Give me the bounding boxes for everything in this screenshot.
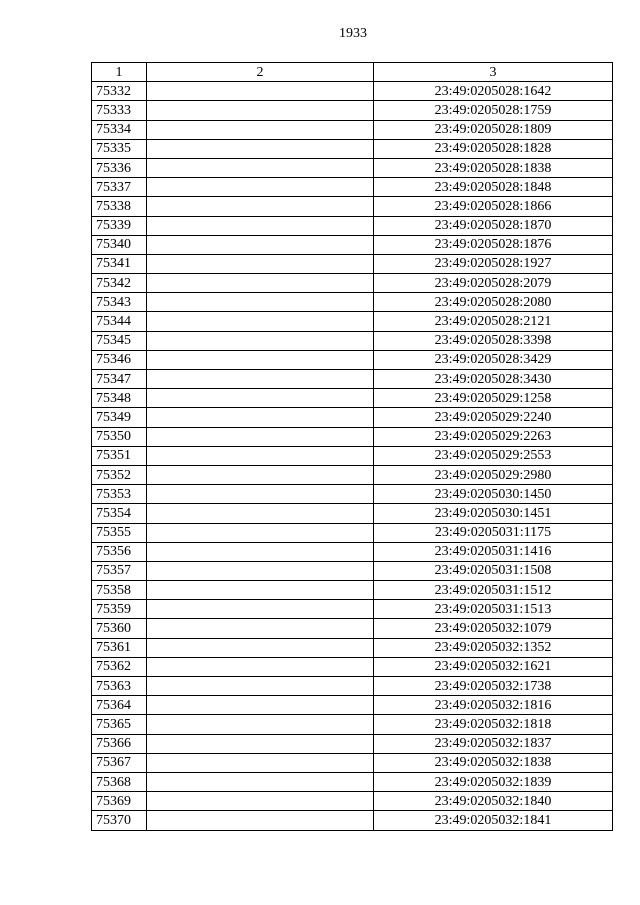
row-number-cell: 75340 [92, 235, 147, 254]
table-row [92, 158, 613, 177]
table-row [92, 197, 613, 216]
cadastral-number-cell: 23:49:0205028:1927 [374, 254, 613, 273]
cadastral-number-cell: 23:49:0205029:2980 [374, 465, 613, 484]
description-cell [147, 734, 374, 753]
row-number-cell: 75351 [92, 446, 147, 465]
description-cell [147, 504, 374, 523]
cadastral-number-cell: 23:49:0205029:2263 [374, 427, 613, 446]
table-row [92, 581, 613, 600]
cadastral-number-cell: 23:49:0205028:2080 [374, 293, 613, 312]
row-number-cell: 75358 [92, 581, 147, 600]
table-row [92, 408, 613, 427]
table-row [92, 120, 613, 139]
cadastral-number-cell: 23:49:0205032:1079 [374, 619, 613, 638]
registry-table [91, 62, 613, 831]
row-number-cell: 75355 [92, 523, 147, 542]
row-number-cell: 75356 [92, 542, 147, 561]
description-cell [147, 120, 374, 139]
cadastral-number-cell: 23:49:0205032:1621 [374, 657, 613, 676]
cadastral-number-cell: 23:49:0205029:2553 [374, 446, 613, 465]
cadastral-number-cell: 23:49:0205032:1837 [374, 734, 613, 753]
row-number-cell: 75338 [92, 197, 147, 216]
column-header-3: 3 [374, 63, 613, 82]
row-number-cell: 75360 [92, 619, 147, 638]
row-number-cell: 75334 [92, 120, 147, 139]
cadastral-number-cell: 23:49:0205028:2121 [374, 312, 613, 331]
table-row [92, 101, 613, 120]
table-row [92, 542, 613, 561]
row-number-cell: 75361 [92, 638, 147, 657]
table-row [92, 792, 613, 811]
cadastral-number-cell: 23:49:0205028:1866 [374, 197, 613, 216]
row-number-cell: 75344 [92, 312, 147, 331]
description-cell [147, 197, 374, 216]
table-row [92, 389, 613, 408]
table-row [92, 235, 613, 254]
table-row [92, 82, 613, 101]
row-number-cell: 75362 [92, 657, 147, 676]
description-cell [147, 715, 374, 734]
cadastral-number-cell: 23:49:0205028:1642 [374, 82, 613, 101]
description-cell [147, 101, 374, 120]
cadastral-number-cell: 23:49:0205030:1450 [374, 485, 613, 504]
description-cell [147, 389, 374, 408]
description-cell [147, 82, 374, 101]
cadastral-number-cell: 23:49:0205028:1870 [374, 216, 613, 235]
row-number-cell: 75343 [92, 293, 147, 312]
row-number-cell: 75370 [92, 811, 147, 830]
cadastral-number-cell: 23:49:0205031:1175 [374, 523, 613, 542]
cadastral-number-cell: 23:49:0205028:1876 [374, 235, 613, 254]
row-number-cell: 75369 [92, 792, 147, 811]
table-row [92, 600, 613, 619]
row-number-cell: 75357 [92, 561, 147, 580]
row-number-cell: 75337 [92, 178, 147, 197]
cadastral-number-cell: 23:49:0205031:1508 [374, 561, 613, 580]
table-row [92, 753, 613, 772]
description-cell [147, 600, 374, 619]
table-row [92, 139, 613, 158]
table-row [92, 523, 613, 542]
description-cell [147, 561, 374, 580]
cadastral-number-cell: 23:49:0205028:1848 [374, 178, 613, 197]
column-header-1: 1 [92, 63, 147, 82]
row-number-cell: 75346 [92, 350, 147, 369]
page-number: 1933 [339, 26, 367, 41]
description-cell [147, 677, 374, 696]
table-row [92, 350, 613, 369]
cadastral-number-cell: 23:49:0205028:3429 [374, 350, 613, 369]
cadastral-number-cell: 23:49:0205032:1840 [374, 792, 613, 811]
table-row [92, 274, 613, 293]
cadastral-number-cell: 23:49:0205028:1759 [374, 101, 613, 120]
table-row [92, 619, 613, 638]
cadastral-number-cell: 23:49:0205031:1512 [374, 581, 613, 600]
row-number-cell: 75335 [92, 139, 147, 158]
description-cell [147, 158, 374, 177]
cadastral-number-cell: 23:49:0205031:1416 [374, 542, 613, 561]
description-cell [147, 696, 374, 715]
table-row [92, 254, 613, 273]
cadastral-number-cell: 23:49:0205032:1816 [374, 696, 613, 715]
row-number-cell: 75366 [92, 734, 147, 753]
row-number-cell: 75333 [92, 101, 147, 120]
table-row [92, 638, 613, 657]
description-cell [147, 811, 374, 830]
description-cell [147, 254, 374, 273]
cadastral-number-cell: 23:49:0205030:1451 [374, 504, 613, 523]
cadastral-number-cell: 23:49:0205032:1841 [374, 811, 613, 830]
description-cell [147, 792, 374, 811]
description-cell [147, 446, 374, 465]
table-row [92, 178, 613, 197]
row-number-cell: 75353 [92, 485, 147, 504]
table-header [92, 63, 613, 82]
row-number-cell: 75341 [92, 254, 147, 273]
description-cell [147, 465, 374, 484]
row-number-cell: 75336 [92, 158, 147, 177]
table-row [92, 657, 613, 676]
row-number-cell: 75347 [92, 370, 147, 389]
description-cell [147, 581, 374, 600]
table-row [92, 465, 613, 484]
table-row [92, 504, 613, 523]
row-number-cell: 75363 [92, 677, 147, 696]
row-number-cell: 75345 [92, 331, 147, 350]
row-number-cell: 75365 [92, 715, 147, 734]
description-cell [147, 485, 374, 504]
description-cell [147, 427, 374, 446]
table-body [92, 82, 613, 830]
description-cell [147, 408, 374, 427]
cadastral-number-cell: 23:49:0205032:1352 [374, 638, 613, 657]
table-row [92, 772, 613, 791]
description-cell [147, 178, 374, 197]
description-cell [147, 216, 374, 235]
cadastral-number-cell: 23:49:0205028:1809 [374, 120, 613, 139]
cadastral-number-cell: 23:49:0205032:1839 [374, 772, 613, 791]
cadastral-number-cell: 23:49:0205032:1838 [374, 753, 613, 772]
table-row [92, 485, 613, 504]
row-number-cell: 75354 [92, 504, 147, 523]
description-cell [147, 370, 374, 389]
cadastral-number-cell: 23:49:0205029:1258 [374, 389, 613, 408]
row-number-cell: 75342 [92, 274, 147, 293]
table-row [92, 715, 613, 734]
description-cell [147, 350, 374, 369]
cadastral-number-cell: 23:49:0205028:1838 [374, 158, 613, 177]
cadastral-number-cell: 23:49:0205032:1818 [374, 715, 613, 734]
description-cell [147, 657, 374, 676]
cadastral-number-cell: 23:49:0205028:3430 [374, 370, 613, 389]
description-cell [147, 619, 374, 638]
description-cell [147, 235, 374, 254]
description-cell [147, 638, 374, 657]
description-cell [147, 274, 374, 293]
cadastral-number-cell: 23:49:0205029:2240 [374, 408, 613, 427]
table-row [92, 561, 613, 580]
row-number-cell: 75349 [92, 408, 147, 427]
description-cell [147, 331, 374, 350]
row-number-cell: 75332 [92, 82, 147, 101]
table-row [92, 677, 613, 696]
description-cell [147, 542, 374, 561]
row-number-cell: 75352 [92, 465, 147, 484]
table-row [92, 216, 613, 235]
table-row [92, 293, 613, 312]
table-row [92, 446, 613, 465]
description-cell [147, 523, 374, 542]
table-row [92, 811, 613, 830]
description-cell [147, 139, 374, 158]
cadastral-number-cell: 23:49:0205028:2079 [374, 274, 613, 293]
cadastral-number-cell: 23:49:0205032:1738 [374, 677, 613, 696]
table-row [92, 734, 613, 753]
column-header-2: 2 [147, 63, 374, 82]
table-row [92, 696, 613, 715]
row-number-cell: 75339 [92, 216, 147, 235]
row-number-cell: 75368 [92, 772, 147, 791]
cadastral-number-cell: 23:49:0205031:1513 [374, 600, 613, 619]
table-row [92, 312, 613, 331]
description-cell [147, 772, 374, 791]
row-number-cell: 75367 [92, 753, 147, 772]
description-cell [147, 293, 374, 312]
table-row [92, 331, 613, 350]
table-row [92, 427, 613, 446]
row-number-cell: 75348 [92, 389, 147, 408]
cadastral-number-cell: 23:49:0205028:3398 [374, 331, 613, 350]
row-number-cell: 75359 [92, 600, 147, 619]
table-row [92, 370, 613, 389]
description-cell [147, 312, 374, 331]
row-number-cell: 75364 [92, 696, 147, 715]
cadastral-number-cell: 23:49:0205028:1828 [374, 139, 613, 158]
header-row [92, 63, 613, 82]
row-number-cell: 75350 [92, 427, 147, 446]
description-cell [147, 753, 374, 772]
